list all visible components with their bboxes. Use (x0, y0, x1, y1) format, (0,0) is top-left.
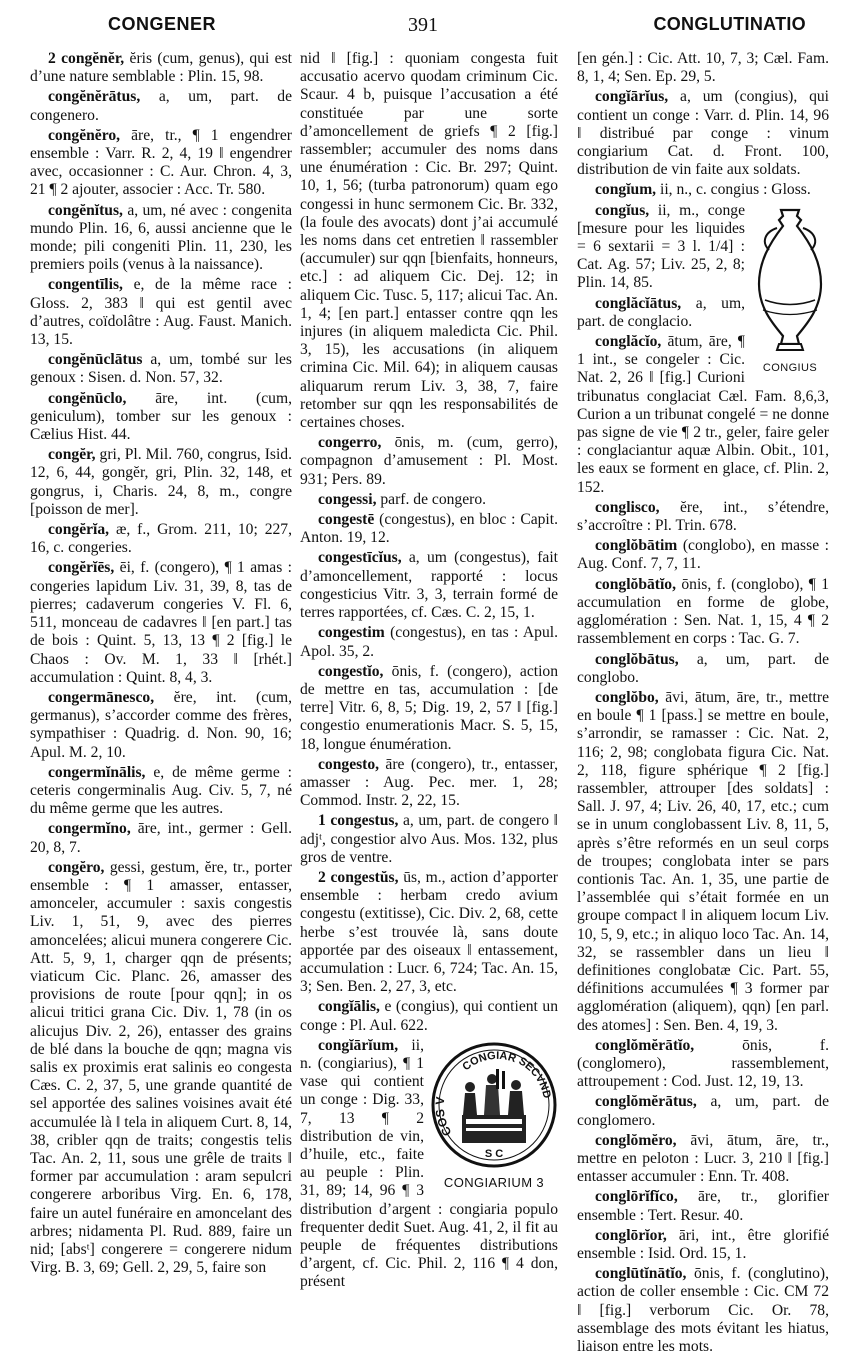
column-2 (300, 50, 558, 1294)
dictionary-entry: 2 congĕnĕr, ĕris (cum, genus), qui est d’une nature semblable : Plin. 15, 98. (30, 50, 292, 86)
dictionary-entry: 2 congestŭs, ūs, m., action d’apporter ensemble : herbam credo avium congestu (extitisse), Cic. Div. 2, 68, cette herbe s’est trouvée là, sans doute apportée par des oiseaux ‖ entassement, accumulation : Lucr. 6, 724; Tac. An. 15, 3; Sen. Ben. 2, 27, 3, etc. (300, 868, 558, 996)
dictionary-entry: conglŏbātim (conglobo), en masse : Aug. Conf. 7, 7, 11. (577, 537, 829, 573)
dictionary-entry: congĭārĭum, ii, n. (congiarius), ¶ 1 vase qui contient un conge : Dig. 33, 7, 13 ¶ 2 distribution de vin, d’huile, etc., faite au peuple : Plin. 31, 89; 14, 96 ¶ 3 distribution d’argent : congiaria populo frequenter dedit Suet. Aug. 41, 2, il fit au peuple de fréquentes distributions d’argent, cf. Cic. Phil. 2, 116 ¶ 4 don, présent (300, 1036, 558, 1291)
headword: congermānesco, (48, 688, 155, 706)
headword: congĕnĕrātus, (48, 88, 141, 106)
dictionary-entry: congĕr, gri, Pl. Mil. 760, congrus, Isid. 12, 6, 44, gongĕr, gri, Plin. 32, 148, et gongrus, i, Charis. 24, 8, m., congre [poisson de mer]. (30, 446, 292, 518)
headword: conglŏmĕrātus, (595, 1093, 697, 1111)
headword: congĕnūclo, (48, 389, 127, 407)
dictionary-entry: congĭus, ii, m., conge [mesure pour les liquides = 6 sextarii = 3 l. 1/4] : Cat. Ag. 57; Liv. 25, 2, 8; Plin. 14, 85. (577, 201, 745, 292)
dictionary-entry: conglūtĭnātĭo, ōnis, f. (conglutino), action de coller ensemble : Cic. CM 72 ‖ [fig.] verborum Cic. Or. 78, assemblage des mots évitant les hiatus, liaison entre les mots. (577, 1265, 829, 1356)
headword: conglŏmĕro, (595, 1131, 677, 1149)
dictionary-entry: congestē (congestus), en bloc : Capit. Anton. 19, 12. (300, 511, 558, 547)
headword: congermĭnālis, (48, 763, 146, 781)
dictionary-entry: conglisco, ĕre, int., s’étendre, s’accroître : Pl. Trin. 678. (577, 498, 829, 535)
running-header (0, 12, 846, 42)
column-1 (30, 50, 292, 1279)
headword: 2 congestŭs, (318, 868, 399, 886)
dictionary-entry: conglŏbātĭo, ōnis, f. (conglobo), ¶ 1 accumulation en forme de globe, agglomération : Sen. Nat. 1, 15, 4 ¶ 2 rassemblement en corps : Tac. G. 7. (577, 575, 829, 648)
headword: congĭum, (595, 181, 657, 199)
dictionary-entry: congĕro, gessi, gestum, ĕre, tr., porter ensemble : ¶ 1 amasser, entasser, amonceler, accumuler : saxis congestis Liv. 1, 51, 9, avec des pierres amoncelées; alicui munera congerere Cic. Att. 5, 9, 1, charger qqn de présents; viaticum Cic. Planc. 26, amasser des provisions de route [pour qqn]; in os alicui tritici grana Cic. Div. 1, 78 (in os alicujus Div. 2, 26), entasser des grains de blé dans la bouche de qqn; magna vis salis ex proximis erat salinis eo congesta Cæs. C. 2, 37, 5, une grande quantité de sel apportée des salines voisines avait été accumulée là ‖ tela in aliquem Curt. 8, 14, 38, cribler qqn de traits; congestis telis Tac. An. 2, 11, sous une grêle de traits ‖ former par accumulation : aram sepulcri congerere arboribus Virg. En. 6, 178, faire un autel funéraire en amoncelant des arbres; nidamenta Pl. Rud. 889, faire un nid; [absᵗ] congerere = congerere nidum Virg. B. 3, 69; Gell. 2, 29, 5, faire son (30, 858, 292, 1277)
headword: congestim (318, 624, 385, 642)
congius-vase-figure (751, 204, 829, 377)
headword: conglŏbātus, (595, 650, 679, 668)
dictionary-entry: congĕrĭa, æ, f., Grom. 211, 10; 227, 16, c. congeries. (30, 521, 292, 557)
dictionary-entry: congĕrĭēs, ēi, f. (congero), ¶ 1 amas : congeries lapidum Liv. 31, 39, 8, tas de pierres; cadaverum congeries V. Fl. 6, 511, monceau de cadavres ‖ [en part.] tas de bois : Quint. 5, 13, 13 ¶ 2 [fig.] le Chaos : Ov. M. 1, 33 ‖ [rhét.] accumulation : Quint. 8, 4, 3. (30, 559, 292, 686)
dictionary-entry: congermĭnālis, e, de même germe : ceteris congerminalis Aug. Civ. 5, 7, né du même germe que les autres. (30, 763, 292, 818)
headword: conglŏmĕrātĭo, (595, 1036, 695, 1054)
dictionary-entry: congessi, parf. de congero. (318, 490, 487, 508)
dictionary-entry: congĕnĕro, āre, tr., ¶ 1 engendrer ensemble : Varr. R. 2, 4, 19 ‖ engendrer avec, occasionner : C. Aur. Chron. 4, 3, 21 ¶ 2 ajouter, associer : Acc. Tr. 580. (30, 126, 292, 199)
headword: congĭālis, (318, 998, 380, 1016)
headword: congĕr, (48, 446, 96, 464)
coin-legend-top: CONGIAR (460, 1049, 518, 1074)
column-3 (577, 50, 829, 1358)
headword: conglăcĭo, (595, 333, 662, 351)
dictionary-entry: congesto, āre (congero), tr., entasser, amasser : Aug. Pec. mer. 1, 28; Commod. Instr. 2, 22, 15. (300, 755, 558, 810)
headword: conglŏbo, (595, 688, 659, 706)
headword: congessi, (318, 490, 377, 508)
dictionary-entry: [en gén.] : Cic. Att. 10, 7, 3; Cæl. Fam. 8, 1, 4; Sen. Ep. 29, 5. (577, 50, 829, 86)
dictionary-entry: nid ‖ [fig.] : quoniam congesta fuit accusatio acervo quodam criminum Cic. Scaur. 4 b, puisque l’accusation a été constituée par une sorte d’amoncellement de griefs ¶ 2 [fig.] rassembler; accumuler des noms dans une énumération : Cic. Br. 297; Quint. 10, 1, 56; (turba patronorum) quam ego congessi in hunc sermonem Cic. Br. 332, (la foule des avocats) dont j’ai accumulé les noms dans cet entretien ‖ rassembler (accumuler) sur qqn [bienfaits, honneurs, etc.] : ad aliquem Cic. Dej. 12; in aliquem Cic. Tusc. 5, 117; alicui Tac. An. 1, 4; [en part.] entasser contre qqn les injures (in aliquem maledicta Cic. Phil. 3, 15), les accusations (in aliquem crimina Cic. Mil. 64); in aliquem causas aliquarum rerum Liv. 3, 38, 7, faire retomber sur qqn les responsabilités de certaines choses. (300, 50, 558, 432)
headword: congĕrĭēs, (48, 559, 115, 577)
headword: conglōrĭor, (595, 1226, 667, 1244)
headword: 1 congestus, (318, 812, 399, 830)
headword: conglăcĭātus, (595, 294, 682, 312)
coin-legend-bottom: S C (484, 1147, 504, 1160)
dictionary-entry: congermĭno, āre, int., germer : Gell. 20, 8, 7. (30, 820, 292, 856)
dictionary-entry: conglōrĭor, āri, int., être glorifié ensemble : Isid. Ord. 15, 1. (577, 1226, 829, 1262)
dictionary-entry: congĭālis, e (congius), qui contient un conge : Pl. Aul. 622. (300, 998, 558, 1034)
dictionary-entry: congĭum, ii, n., c. congius : Gloss. (595, 181, 811, 199)
headword: conglŏbātim (595, 537, 678, 555)
headword: congestĭo, (318, 662, 384, 680)
dictionary-entry: conglŏmĕrātĭo, ōnis, f. (conglomero), rassemblement, attroupement : Cod. Just. 12, 19, 13. (577, 1036, 829, 1091)
headword: congĕro, (48, 858, 105, 876)
congiarium-coin-figure (430, 1041, 558, 1192)
headword: congĕrĭa, (48, 521, 110, 539)
dictionary-entry: conglōrĭfĭco, āre, tr., glorifier ensemble : Tert. Resur. 40. (577, 1188, 829, 1224)
dictionary-entry: conglŏbātus, a, um, part. de conglobo. (577, 650, 829, 686)
headword: congĭus, (595, 201, 650, 219)
headword: congermĭno, (48, 820, 131, 838)
coin-image (430, 1041, 558, 1169)
coin-legend-right: SECVND (516, 1054, 553, 1100)
headword: congĭārĭus, (595, 88, 669, 106)
headword: congentīlis, (48, 276, 123, 294)
dictionary-entry: congestĭo, ōnis, f. (congero), action de mettre en tas, accumulation : [de terre] Vitr. 6, 8, 5; Dig. 19, 2, 57 ‖ [fig.] congestio enumerationis Macr. S. 5, 15, 18, longue énumération. (300, 662, 558, 753)
dictionary-entry: congestīcĭus, a, um (congestus), fait d’amoncellement, rapporté : locus congesticius Vitr. 3, 3, terrain formé de terres rapportées, cf. Cæs. C. 2, 15, 1. (300, 549, 558, 622)
dictionary-entry: conglŏbo, āvi, ātum, āre, tr., mettre en boule ¶ 1 [pass.] se mettre en boule, s’arrondir, se ramasser : Cic. Nat. 2, 116; 2, 98; conglobata figura Cic. Nat. 2, 118, figure sphérique ¶ 2 [fig.] rassembler, attrouper [des soldats] : Sall. J. 97, 4; Liv. 26, 40, 17, etc.; cum se in unum conglobassent Liv. 8, 11, 5, après s’être reformés en un seul corps de troupes; conglobata inter se pars contionis Tac. An. 1, 35, une partie de l’assemblée qui s’était formée en un groupe compact ‖ in aliquem locum Liv. 10, 5, 9, etc.; in aliquo loco Tac. An. 14, 32, se rassembler dans un lieu ‖ definitiones conglobatæ Cic. Part. 55, définitions accumulées ¶ 3 former par agglomération (aliquem), qqn) [en parl. des atomes] : Sen. Ben. 4, 19, 3. (577, 688, 829, 1034)
dictionary-entry: congĕnūclātus a, um, tombé sur les genoux : Sisen. d. Non. 57, 32. (30, 351, 292, 387)
header-right-guide-word: CONGLUTINATIO (653, 14, 806, 34)
dictionary-entry: congentīlis, e, de la même race : Gloss. 2, 383 ‖ qui est gentil avec d’autres, coïdolâtre : Aug. Faust. Manich. 13, 15. (30, 276, 292, 349)
dictionary-entry: conglăcĭo, ātum, āre, ¶ 1 int., se congeler : Cic. Nat. 2, 26 ‖ [fig.] Curioni tribunatus conglaciat Cæl. Fam. 8,6,3, Curion a un tribunat congelé = ne donne pas signe de vie ¶ 2 tr., geler, faire geler : conglaciantur aquæ Albin. Obit., 101, les eaux se forment en glace, cf. Plin. 2, 152. (577, 333, 829, 496)
headword: congĕnūclātus (48, 351, 143, 369)
dictionary-entry: congĭārĭus, a, um (congius), qui contient un conge : Varr. d. Plin. 14, 96 ‖ distribué par conge : vinum congiarium Cat. d. Front. 100, distribution de vin faite aux soldats. (577, 88, 829, 179)
headword: congĕnĕro, (48, 126, 121, 144)
headword: congĕnĭtus, (48, 201, 123, 219)
headword: conglisco, (595, 498, 660, 516)
dictionary-entry: congĕnĭtus, a, um, né avec : congenita mundo Plin. 16, 6, aussi ancienne que le monde; pili congeniti Plin. 11, 230, les premiers poils (venus à la naissance). (30, 201, 292, 274)
headword: 2 congĕnĕr, (48, 50, 125, 67)
page-number: 391 (408, 14, 438, 36)
headword: conglŏbātĭo, (595, 575, 677, 593)
headword: congerro, (318, 434, 382, 452)
vase-caption: CONGIUS (762, 361, 818, 374)
dictionary-entry: congestim (congestus), en tas : Apul. Apol. 35, 2. (300, 624, 558, 660)
coin-legend-left: COS V (432, 1095, 455, 1139)
vase-image (751, 204, 829, 354)
dictionary-entry: 1 congestus, a, um, part. de congero ‖ adjᵗ, congestior alvo Aus. Mos. 132, plus gros de ventre. (300, 812, 558, 866)
headword: conglūtĭnātĭo, (595, 1265, 687, 1283)
dictionary-entry: conglŏmĕro, āvi, ātum, āre, tr., mettre en peloton : Lucr. 3, 210 ‖ [fig.] entasser accumuler : Enn. Tr. 408. (577, 1131, 829, 1186)
headword: congesto, (318, 755, 380, 773)
dictionary-entry: conglŏmĕrātus, a, um, part. de conglomero. (577, 1093, 829, 1129)
headword: congestē (318, 511, 375, 529)
headword: congĭārĭum, (318, 1036, 399, 1054)
headword: congestīcĭus, (318, 549, 402, 567)
dictionary-entry: congermānesco, ĕre, int. (cum, germanus), s’accorder comme des frères, sympathiser : Quadrig. d. Non. 90, 16; Apul. M. 2, 10. (30, 688, 292, 761)
dictionary-entry: congĕnĕrātus, a, um, part. de congenero. (30, 88, 292, 124)
headword: conglōrĭfĭco, (595, 1188, 678, 1206)
dictionary-entry: conglăcĭātus, a, um, part. de conglacio. (577, 294, 745, 330)
dictionary-entry: congerro, ōnis, m. (cum, gerro), compagnon d’amusement : Pl. Most. 931; Pers. 89. (300, 434, 558, 488)
header-left-guide-word: CONGENER (108, 14, 217, 34)
dictionary-entry: congĕnūclo, āre, int. (cum, geniculum), tomber sur les genoux : Cælius Hist. 44. (30, 389, 292, 444)
coin-caption: CONGIARIUM 3 (443, 1174, 545, 1190)
